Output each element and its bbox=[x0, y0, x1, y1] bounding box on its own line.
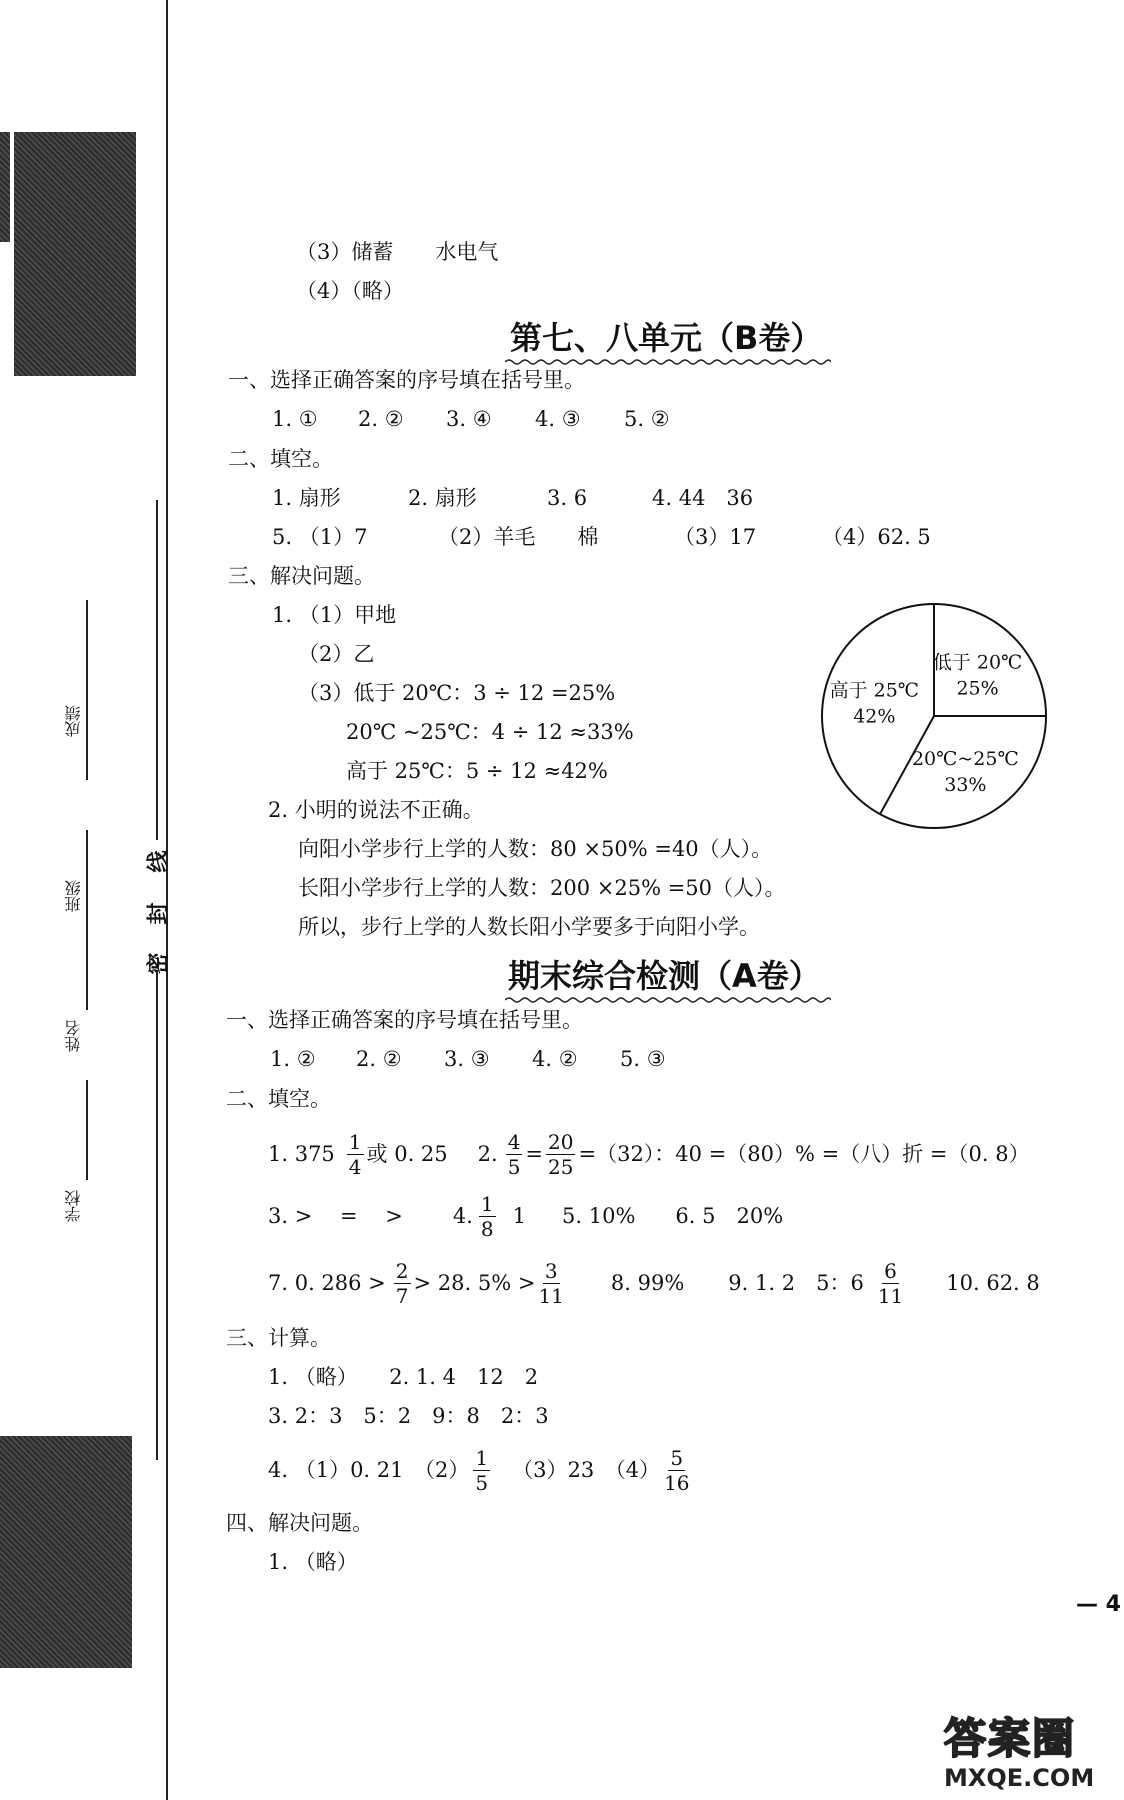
margin-dark-block-bottom bbox=[0, 1436, 132, 1668]
fraction-1-5: $\frac{1}{5}$ bbox=[475, 1445, 489, 1495]
seal-line bbox=[156, 500, 158, 840]
s1-q1-heading: 一、选择正确答案的序号填在括号里。 bbox=[228, 368, 585, 392]
fraction-1-4: $\frac{1}{4}$ bbox=[348, 1129, 362, 1179]
s2-q2-line-3 bbox=[268, 1257, 1040, 1309]
fraction-4-5: $\frac{4}{5}$ bbox=[507, 1129, 521, 1179]
s2-q2-l2-e: 6. 5 20% bbox=[675, 1203, 784, 1228]
label-score: 成绩 bbox=[64, 705, 83, 737]
s2-q2-line-2 bbox=[268, 1190, 783, 1242]
s2-q2-l3-d: 9. 1. 2 5：6 bbox=[728, 1270, 864, 1295]
fraction-1-8: $\frac{1}{8}$ bbox=[480, 1191, 494, 1241]
blank-line-class bbox=[86, 600, 88, 780]
pie-slice-label-3: 高于 25℃ bbox=[829, 679, 920, 702]
s2-q2-l1-c: 2. bbox=[477, 1141, 498, 1166]
s2-q2-l2-b: 4. bbox=[452, 1203, 473, 1228]
pie-slice-pct-2: 33% bbox=[944, 774, 987, 797]
seal-char-mi: 密 bbox=[146, 952, 172, 975]
watermark-text-top: 答案圈 bbox=[944, 1714, 1077, 1763]
s1-q1-answer-2: 2. ② bbox=[358, 407, 404, 431]
pie-slice-label-1: 低于 20℃ bbox=[932, 651, 1023, 674]
s1-q2-row2-4: （4）62. 5 bbox=[822, 525, 931, 549]
pie-slice-pct-3: 42% bbox=[853, 705, 896, 728]
label-name: 姓名 bbox=[64, 1020, 83, 1052]
s2-q3-line-1: 1. （略） 2. 1. 4 12 2 bbox=[268, 1365, 539, 1389]
s1-q2-heading: 二、填空。 bbox=[228, 447, 333, 471]
s2-q2-l3-a: 7. 0. 286 > bbox=[268, 1270, 386, 1295]
margin-dark-block-top bbox=[14, 132, 136, 376]
s1-q2-row1-3: 3. 6 bbox=[547, 486, 588, 510]
s1-q3-line-4: 20℃ ~25℃：4 ÷ 12 ≈33% bbox=[346, 720, 634, 744]
title-underline-2 bbox=[505, 996, 831, 1004]
seal-char-xian: 线 bbox=[146, 850, 172, 873]
s1-q3-line-6: 2. 小明的说法不正确。 bbox=[268, 798, 484, 822]
s2-q1-answer-5: 5. ③ bbox=[620, 1047, 666, 1071]
s2-q2-l3-e: 10. 62. 8 bbox=[946, 1270, 1040, 1295]
s1-q1-answer-1: 1. ① bbox=[272, 407, 318, 431]
section-title-unit-7-8: 第七、八单元（B卷） bbox=[510, 319, 823, 357]
s2-q2-l2-c: 1 bbox=[512, 1203, 527, 1228]
s1-q1-answer-3: 3. ④ bbox=[446, 407, 492, 431]
fraction-3-11: $\frac{3}{11}$ bbox=[538, 1258, 564, 1308]
label-school: 学校 bbox=[64, 1190, 83, 1222]
s2-q1-answer-2: 2. ② bbox=[356, 1047, 402, 1071]
pie-chart bbox=[818, 600, 1050, 832]
answer-line-4: （4）（略） bbox=[296, 279, 404, 303]
s2-q2-l1-eq: = bbox=[525, 1141, 544, 1166]
s2-q3-line-2: 3. 2：3 5：2 9：8 2：3 bbox=[268, 1404, 549, 1428]
s1-q2-row2-1: 5. （1）7 bbox=[272, 525, 368, 549]
blank-line-name bbox=[86, 830, 88, 1010]
s1-q2-row2-2: （2）羊毛 棉 bbox=[438, 525, 599, 549]
s1-q3-line-2: （2）乙 bbox=[298, 642, 375, 666]
s2-q2-line-1 bbox=[268, 1128, 1030, 1180]
pie-slice-label-2: 20℃~25℃ bbox=[911, 748, 1019, 771]
fraction-6-11: $\frac{6}{11}$ bbox=[877, 1258, 904, 1308]
s2-q2-l3-c: 8. 99% bbox=[610, 1270, 685, 1295]
s1-q2-row1-4: 4. 44 36 bbox=[652, 486, 754, 510]
s2-q1-answer-3: 3. ③ bbox=[444, 1047, 490, 1071]
seal-line-2 bbox=[156, 970, 158, 1460]
s1-q1-answer-5: 5. ② bbox=[624, 407, 670, 431]
s1-q3-line-8: 长阳小学步行上学的人数：200 ×25% =50（人）。 bbox=[298, 876, 786, 900]
s2-q1-answer-4: 4. ② bbox=[532, 1047, 578, 1071]
label-class: 班级 bbox=[64, 880, 83, 912]
s2-q4-heading: 四、解决问题。 bbox=[226, 1511, 373, 1535]
title-underline bbox=[505, 358, 831, 366]
s2-q1-heading: 一、选择正确答案的序号填在括号里。 bbox=[226, 1008, 583, 1032]
s2-q2-l2-d: 5. 10% bbox=[562, 1203, 636, 1228]
s2-q2-l1-b: 或 0. 25 bbox=[366, 1141, 448, 1166]
fraction-2-7: $\frac{2}{7}$ bbox=[395, 1258, 409, 1308]
s2-q4-line-1: 1. （略） bbox=[268, 1550, 358, 1574]
s2-q2-heading: 二、填空。 bbox=[226, 1087, 331, 1111]
s2-q3-l3-a: 4. （1）0. 21 （2） bbox=[268, 1457, 470, 1482]
s1-q3-line-5: 高于 25℃：5 ÷ 12 ≈42% bbox=[346, 759, 608, 783]
s1-q3-line-1: 1. （1）甲地 bbox=[272, 603, 397, 627]
margin-dark-block-left-strip bbox=[0, 132, 10, 242]
s2-q2-l2-a: 3. > = > bbox=[268, 1203, 403, 1228]
s1-q2-row1-2: 2. 扇形 bbox=[408, 486, 477, 510]
watermark-text-bottom: MXQE.COM bbox=[944, 1764, 1095, 1792]
binding-line bbox=[166, 0, 168, 1800]
s2-q2-l1-d: =（32）：40 =（80）% =（八）折 =（0. 8） bbox=[578, 1141, 1030, 1166]
answer-line-3: （3）储蓄 水电气 bbox=[296, 240, 499, 264]
s2-q3-heading: 三、计算。 bbox=[226, 1326, 331, 1350]
fraction-20-25: $\frac{20}{25}$ bbox=[548, 1129, 574, 1179]
s1-q3-line-3: （3）低于 20℃：3 ÷ 12 =25% bbox=[298, 681, 616, 705]
s1-q1-answer-4: 4. ③ bbox=[535, 407, 581, 431]
s1-q2-row2-3: （3）17 bbox=[674, 525, 757, 549]
s1-q2-row1-1: 1. 扇形 bbox=[272, 486, 341, 510]
section-title-final-a: 期末综合检测（A卷） bbox=[508, 957, 821, 995]
s2-q2-l1-a: 1. 375 bbox=[268, 1141, 335, 1166]
s1-q3-line-7: 向阳小学步行上学的人数：80 ×50% =40（人）。 bbox=[298, 837, 773, 861]
s2-q1-answer-1: 1. ② bbox=[270, 1047, 316, 1071]
watermark-logo bbox=[944, 1706, 1120, 1794]
page-number: — 4 bbox=[1076, 1592, 1121, 1617]
s2-q3-line-3 bbox=[268, 1444, 693, 1496]
pie-slice-pct-1: 25% bbox=[956, 677, 999, 700]
s2-q3-l3-b: （3）23 （4） bbox=[512, 1457, 661, 1482]
s2-q2-l3-b: > 28. 5% > bbox=[413, 1270, 536, 1295]
s1-q3-heading: 三、解决问题。 bbox=[228, 564, 375, 588]
blank-line-school bbox=[86, 1080, 88, 1180]
seal-char-feng: 封 bbox=[146, 902, 172, 925]
fraction-5-16: $\frac{5}{16}$ bbox=[664, 1445, 690, 1495]
s1-q3-line-9: 所以，步行上学的人数长阳小学要多于向阳小学。 bbox=[298, 915, 760, 939]
